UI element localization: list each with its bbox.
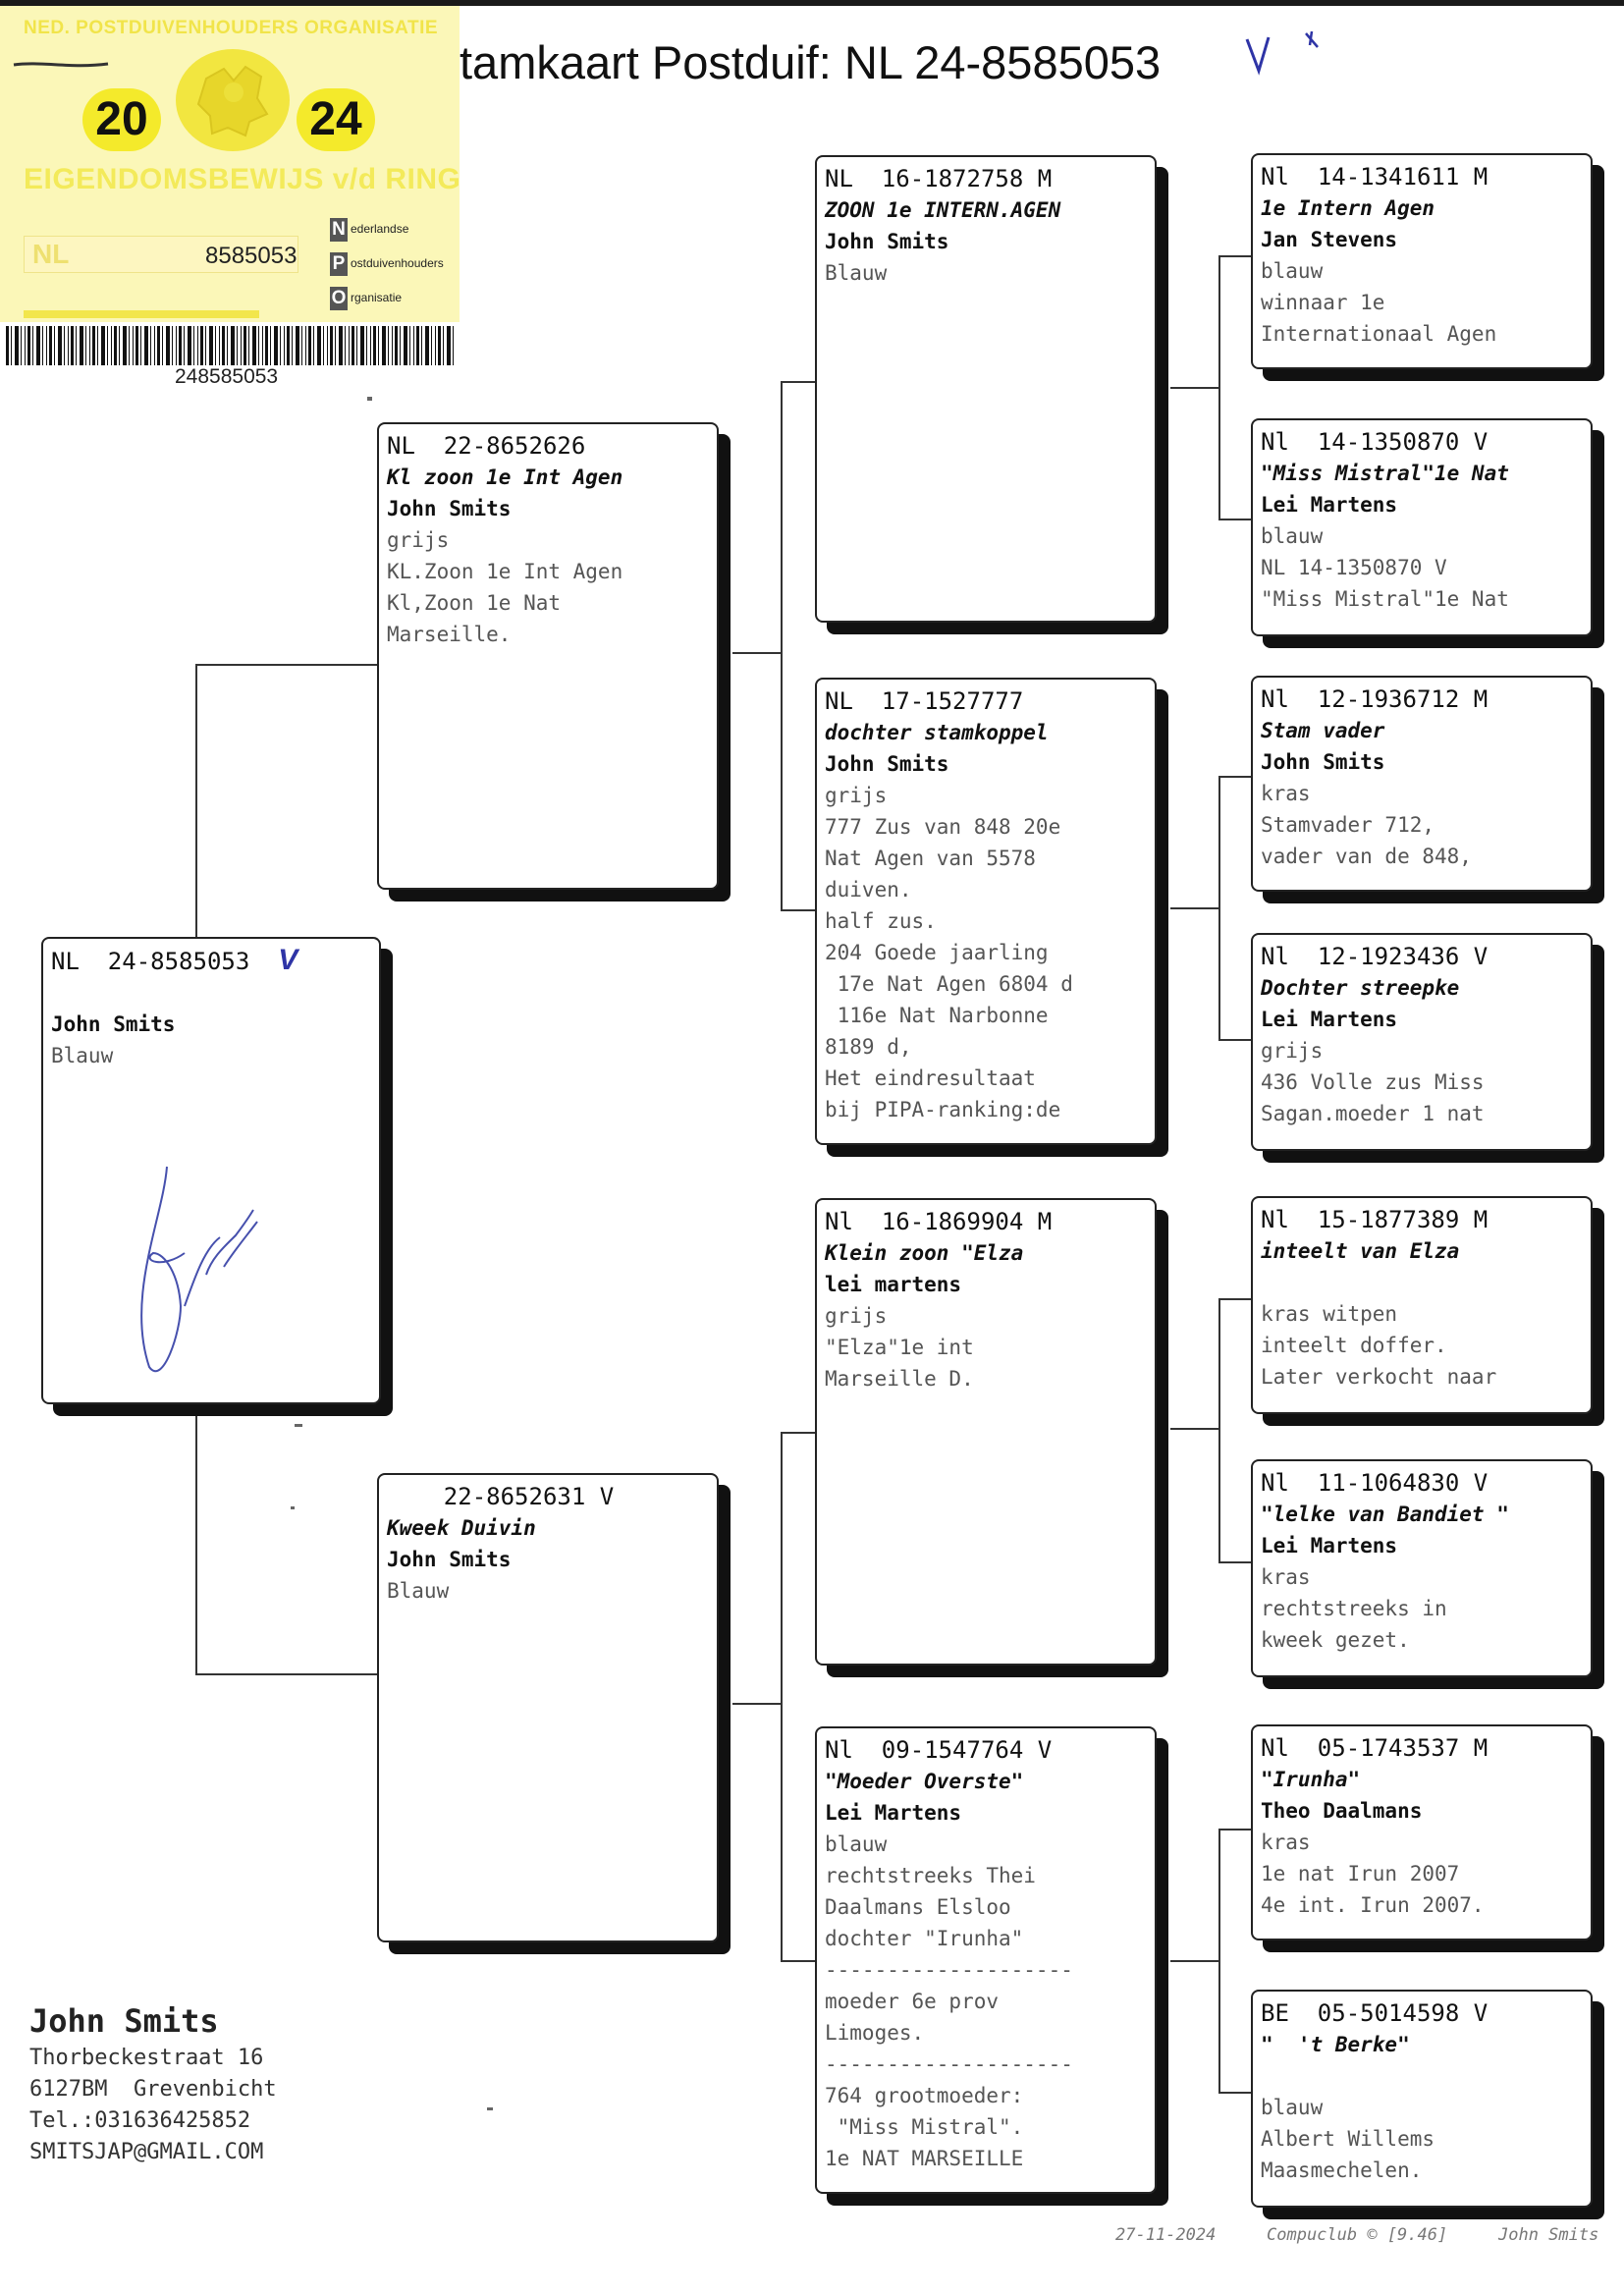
handwritten-check-icon [1239,27,1327,86]
scan-speck [367,397,372,401]
pigeon-color: grijs [825,784,888,807]
page-title: tamkaart Postduif: NL 24-8585053 [460,36,1162,88]
pigeon-color: Blauw [51,1044,114,1067]
pigeon-color: blauw [1261,2096,1324,2119]
great-grandparent-card [1251,1459,1593,1677]
ring-number: 22-8652631 V [387,1483,615,1510]
signature-icon [124,1159,261,1394]
ownership-label: EIGENDOMSBEWIJS v/d RING [24,163,461,195]
note-line: moeder 6e prov [825,1990,1000,2013]
great-grandparent-card [1251,1990,1593,2208]
pigeon-color: kras [1261,1831,1311,1854]
scan-speck [291,1506,295,1509]
note-line: rechtstreeks in [1261,1597,1447,1620]
npo-line-3: rganisatie [351,291,403,304]
ring-number: BE 05-5014598 V [1261,1999,1489,2027]
note-line: Marseille. [387,623,512,646]
note-line: -------------------- [825,2052,1073,2076]
note-line: Internationaal Agen [1261,322,1497,346]
connector [1218,1039,1251,1041]
connector [195,664,378,666]
pigeon-name: "Miss Mistral"1e Nat [1261,462,1509,485]
pigeon-name: 1e Intern Agen [1261,196,1435,220]
connector [1218,776,1251,778]
note-line: dochter "Irunha" [825,1927,1024,1950]
pigeon-color: grijs [1261,1039,1324,1063]
note-line: 777 Zus van 848 20e [825,815,1061,839]
note-line: Het eindresultaat [825,1066,1036,1090]
pigeon-color: blauw [825,1832,888,1856]
pigeon-notes [825,811,1147,1125]
great-grandparent-card [1251,418,1593,636]
connector [1170,1960,1219,1962]
pigeon-notes [825,1332,1147,1394]
pigeon-notes [1261,1066,1583,1129]
pigeon-color: kras [1261,782,1311,805]
pigeon-notes [1261,287,1583,350]
breeder-street: Thorbeckestraat 16 [29,2046,264,2070]
pigeon-owner: John Smits [825,230,949,253]
connector [1218,1561,1251,1563]
connector [1218,255,1220,520]
pigeon-owner: Theo Daalmans [1261,1799,1423,1823]
pigeon-notes [1261,809,1583,872]
barcode [6,326,454,365]
scan-speck [295,1424,302,1427]
ring-number: Nl 14-1350870 V [1261,428,1489,456]
pigeon-owner: Lei Martens [1261,1008,1398,1031]
great-grandparent-card [1251,933,1593,1151]
connector [732,1703,782,1705]
ring-number: NL 22-8652626 [387,432,586,460]
ring-number: Nl 15-1877389 M [1261,1206,1489,1233]
pigeon-owner: John Smits [825,752,949,776]
note-line: Stamvader 712, [1261,813,1435,837]
pigeon-color: Blauw [825,261,888,285]
grandparent-card [815,1198,1157,1666]
lion-logo-icon [173,45,293,155]
note-line: Kl,Zoon 1e Nat [387,591,562,615]
connector [1218,776,1220,1041]
pigeon-name: dochter stamkoppel [825,721,1049,744]
pigeon-owner: Jan Stevens [1261,228,1398,251]
note-line: half zus. [825,909,937,933]
pigeon-owner: John Smits [387,497,512,520]
ring-number: Nl 09-1547764 V [825,1736,1053,1764]
ring-number: Nl 12-1936712 M [1261,685,1489,713]
ring-line [51,945,371,977]
year-badge-left: 20 [82,88,161,151]
grandparent-card [815,678,1157,1145]
note-line: vader van de 848, [1261,845,1472,868]
connector [781,381,815,383]
note-line: Marseille D. [825,1367,974,1391]
connector [781,1960,815,1962]
npo-logo [330,212,444,315]
spacer [1261,2060,1583,2092]
note-line: 1e NAT MARSEILLE [825,2147,1024,2170]
great-grandparent-card [1251,1196,1593,1414]
pigeon-notes [1261,1593,1583,1656]
connector [781,909,815,911]
ring-number: Nl 05-1743537 M [1261,1734,1489,1762]
pigeon-color: grijs [825,1304,888,1328]
ownership-certificate [0,6,460,322]
connector [1218,1298,1220,1563]
note-line: Nat Agen van 5578 [825,847,1036,870]
note-line: "Miss Mistral"1e Nat [1261,587,1509,611]
connector [781,1432,783,1962]
pigeon-color: grijs [387,528,450,552]
connector [195,1673,378,1675]
note-line: 116e Nat Narbonne [825,1004,1049,1027]
pigeon-owner: Lei Martens [1261,1534,1398,1557]
ring-number: NL 24-8585053 [51,948,250,975]
connector [1170,387,1219,389]
pigeon-name: Stam vader [1261,719,1385,742]
card-stripe [24,310,259,318]
note-line: Sagan.moeder 1 nat [1261,1102,1485,1125]
connector [1170,1428,1219,1430]
note-line: NL 14-1350870 V [1261,556,1447,579]
barcode-number: 248585053 [175,365,279,388]
note-line: 204 Goede jaarling [825,941,1049,964]
breeder-city: 6127BM Grevenbicht [29,2077,277,2102]
ring-number-field [24,236,298,273]
ring-number: Nl 16-1869904 M [825,1208,1053,1235]
ring-number: 8585053 [205,243,298,269]
pigeon-name: " 't Berke" [1261,2033,1410,2056]
npo-letter-o: O [331,287,347,308]
pigeon-color: kras [1261,1565,1311,1589]
scan-speck [487,2107,493,2110]
pigeon-color: blauw [1261,524,1324,548]
pigeon-color: kras witpen [1261,1302,1398,1326]
note-line: 436 Volle zus Miss [1261,1070,1485,1094]
pigeon-owner: John Smits [387,1548,512,1571]
pigeon-owner: John Smits [1261,750,1385,774]
connector [195,1410,197,1675]
note-line: 8189 d, [825,1035,912,1059]
software-credit: Compuclub © [9.46] [1267,2225,1448,2245]
breeder-phone: Tel.:031636425852 [29,2108,251,2133]
pigeon-color: Blauw [387,1579,450,1603]
connector [1218,1298,1251,1300]
ring-number: NL 16-1872758 M [825,165,1053,192]
grandparent-card [815,1726,1157,2194]
ring-number: NL 17-1527777 [825,687,1024,715]
spacer [1261,1267,1583,1298]
pigeon-notes [387,556,709,650]
pigeon-name: inteelt van Elza [1261,1239,1460,1263]
note-line: duiven. [825,878,912,902]
checkmark: V [278,944,298,976]
country-code: NL [32,239,70,269]
pigeon-color: blauw [1261,259,1324,283]
note-line: 764 grootmoeder: [825,2084,1024,2107]
note-line: "Elza"1e int [825,1336,974,1359]
ring-number: Nl 12-1923436 V [1261,943,1489,970]
note-line: Limoges. [825,2021,925,2045]
pigeon-name: Kweek Duivin [387,1516,536,1540]
note-line: 4e int. Irun 2007. [1261,1893,1485,1917]
spacer [51,977,371,1009]
note-line: rechtstreeks Thei [825,1864,1036,1887]
connector [1218,1829,1251,1831]
note-line: bij PIPA-ranking:de [825,1098,1061,1121]
note-line: 1e nat Irun 2007 [1261,1862,1460,1885]
pigeon-name: Kl zoon 1e Int Agen [387,465,623,489]
note-line: inteelt doffer. [1261,1334,1447,1357]
pen-mark-icon [12,57,110,73]
pigeon-name: ZOON 1e INTERN.AGEN [825,198,1061,222]
pigeon-notes [825,1860,1147,2174]
print-date: 27-11-2024 [1115,2225,1217,2245]
connector [1218,1829,1220,2094]
connector [781,1432,815,1434]
pigeon-owner: John Smits [51,1012,176,1036]
npo-line-1: ederlandse [351,222,409,236]
connector [1218,519,1251,520]
pigeon-name: "Irunha" [1261,1768,1361,1791]
npo-letter-p: P [330,252,348,276]
pigeon-owner: Lei Martens [1261,493,1398,517]
connector [781,381,783,911]
great-grandparent-card [1251,153,1593,369]
connector [1218,255,1251,257]
breeder-name: John Smits [29,2002,219,2040]
connector [732,652,782,654]
great-grandparent-card [1251,676,1593,892]
pigeon-name: Klein zoon "Elza [825,1241,1024,1265]
parent-card-dam [377,1473,719,1942]
breeder-email: SMITSJAP@GMAIL.COM [29,2140,264,2164]
pigeon-notes [1261,1330,1583,1393]
note-line: Albert Willems [1261,2127,1435,2151]
parent-card-sire [377,422,719,890]
connector [195,664,197,939]
note-line: Later verkocht naar [1261,1365,1497,1389]
organisation-label: NED. POSTDUIVENHOUDERS ORGANISATIE [24,18,439,38]
great-grandparent-card [1251,1724,1593,1940]
connector [1170,907,1219,909]
grandparent-card [815,155,1157,623]
npo-line-2: ostduivenhouders [351,256,444,270]
pigeon-name: Dochter streepke [1261,976,1460,1000]
year-badge-right: 24 [297,88,375,151]
note-line: KL.Zoon 1e Int Agen [387,560,623,583]
note-line: Daalmans Elsloo [825,1895,1011,1919]
note-line: winnaar 1e [1261,291,1385,314]
note-line: "Miss Mistral". [825,2115,1024,2139]
note-line: -------------------- [825,1958,1073,1982]
ring-number: Nl 11-1064830 V [1261,1469,1489,1497]
pigeon-owner: lei martens [825,1273,962,1296]
pigeon-owner: Lei Martens [825,1801,962,1825]
pigeon-notes [1261,552,1583,615]
npo-letter-n: N [330,218,348,242]
connector [1218,2092,1251,2094]
footer-user: John Smits [1498,2225,1599,2245]
note-line: kweek gezet. [1261,1628,1410,1652]
note-line: 17e Nat Agen 6804 d [825,972,1073,996]
pigeon-name: "Moeder Overste" [825,1770,1024,1793]
note-line: Maasmechelen. [1261,2158,1423,2182]
pigeon-name: "lelke van Bandiet " [1261,1503,1509,1526]
breeder-address [29,1999,277,2168]
pigeon-notes [1261,1858,1583,1921]
pigeon-notes [1261,2123,1583,2186]
ring-number: Nl 14-1341611 M [1261,163,1489,191]
